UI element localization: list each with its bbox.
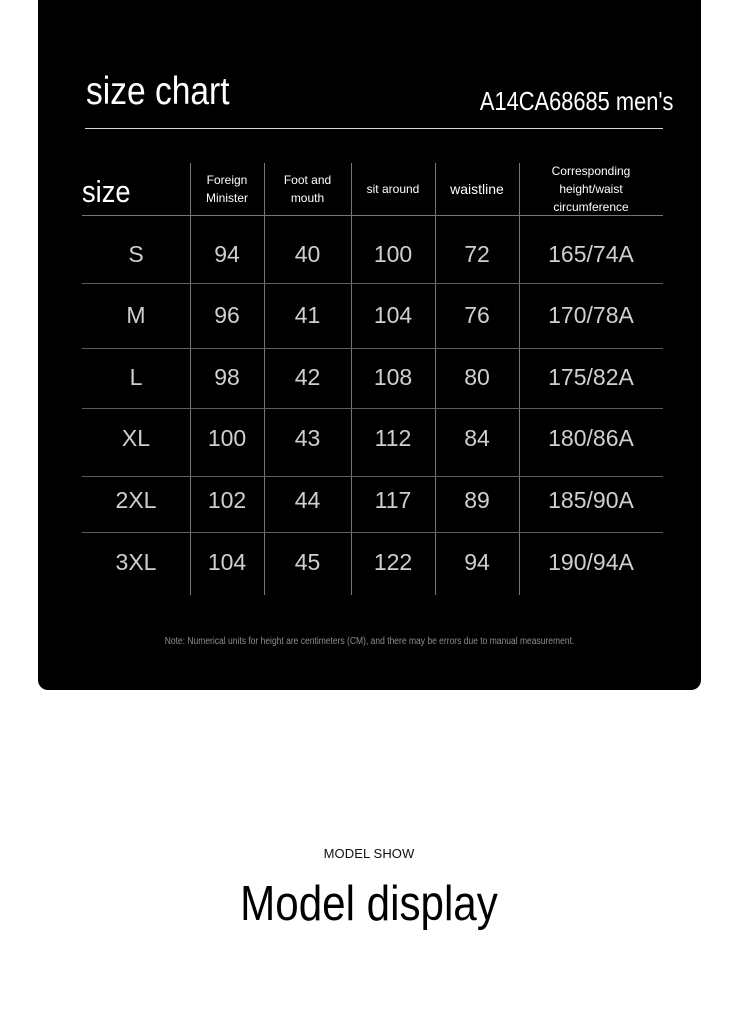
column-header-height-waist: Corresponding height/waist circumference <box>551 164 631 214</box>
cell-size: S <box>128 241 144 267</box>
cell-sit-around: 112 <box>374 425 412 451</box>
model-show-eyebrow: MODEL SHOW <box>323 846 415 861</box>
cell-sit-around: 100 <box>373 241 413 267</box>
size-chart-title: size chart <box>86 70 230 113</box>
cell-size: XL <box>121 425 151 451</box>
column-header-size: size <box>82 174 131 209</box>
cell-height-waist: 190/94A <box>548 549 634 575</box>
cell-waistline: 72 <box>464 241 490 267</box>
column-header-waistline: waistline <box>450 181 504 197</box>
cell-height-waist: 165/74A <box>548 241 634 267</box>
size-row-s <box>82 223 663 285</box>
header-divider <box>82 215 663 216</box>
cell-size: M <box>126 302 146 328</box>
cell-foreign-minister: 104 <box>207 549 247 575</box>
product-model-code: A14CA68685 men's <box>479 86 673 116</box>
cell-height-waist: 175/82A <box>548 364 634 390</box>
cell-foot-and-mouth: 42 <box>294 364 321 390</box>
size-row-xl <box>82 407 663 469</box>
cell-foot-and-mouth: 40 <box>294 241 321 267</box>
cell-foreign-minister: 96 <box>214 302 240 328</box>
cell-waistline: 84 <box>464 425 490 451</box>
size-row-2xl <box>82 469 663 531</box>
cell-waistline: 76 <box>464 302 490 328</box>
cell-foreign-minister: 100 <box>207 425 247 451</box>
column-header-sit-around: sit around <box>366 182 420 196</box>
model-display-title: Model display <box>240 877 498 931</box>
measurement-note: Note: Numerical units for height are centimeters (CM), and there may be errors due to manual measurement. <box>164 636 575 647</box>
cell-sit-around: 108 <box>373 364 413 390</box>
cell-waistline: 89 <box>464 487 490 513</box>
cell-size: 3XL <box>115 549 157 575</box>
cell-foreign-minister: 98 <box>214 364 240 390</box>
size-chart-panel <box>38 0 701 690</box>
cell-size: L <box>129 364 143 390</box>
title-divider <box>85 128 663 129</box>
size-row-l <box>82 346 663 408</box>
cell-height-waist: 185/90A <box>548 487 634 513</box>
cell-size: 2XL <box>115 487 157 513</box>
cell-foot-and-mouth: 41 <box>294 302 321 328</box>
size-table <box>82 163 663 595</box>
cell-sit-around: 122 <box>373 549 413 575</box>
cell-sit-around: 104 <box>373 302 413 328</box>
cell-height-waist: 170/78A <box>548 302 634 328</box>
column-header-foot-and-mouth: Foot and mouth <box>283 173 332 205</box>
cell-foot-and-mouth: 45 <box>294 549 321 575</box>
cell-foreign-minister: 94 <box>214 241 240 267</box>
size-row-3xl <box>82 531 663 593</box>
cell-sit-around: 117 <box>374 487 412 513</box>
cell-foot-and-mouth: 44 <box>294 487 321 513</box>
cell-foreign-minister: 102 <box>207 487 247 513</box>
cell-height-waist: 180/86A <box>548 425 634 451</box>
cell-waistline: 94 <box>464 549 490 575</box>
size-row-m <box>82 284 663 346</box>
column-header-foreign-minister: Foreign Minister <box>205 173 248 205</box>
cell-waistline: 80 <box>464 364 490 390</box>
cell-foot-and-mouth: 43 <box>294 425 321 451</box>
